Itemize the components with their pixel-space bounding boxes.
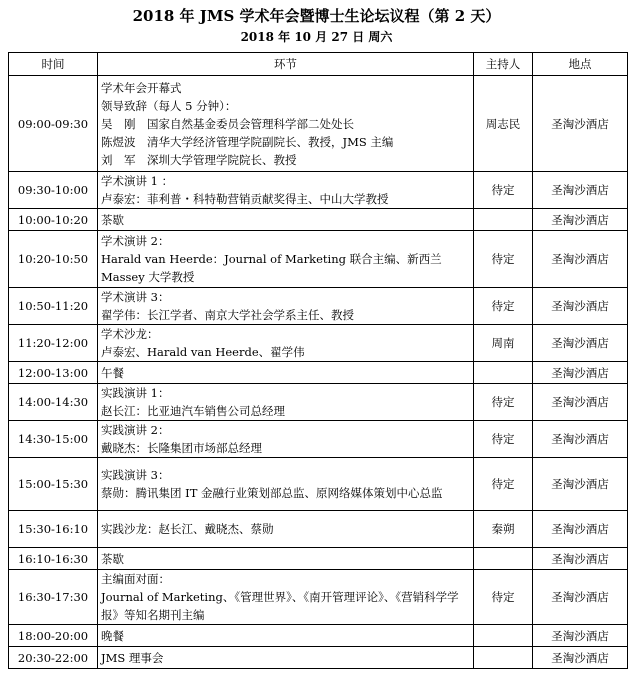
program-line: 卢泰宏：菲利普・科特勒营销贡献奖得主、中山大学教授 <box>101 192 389 206</box>
place-cell: 圣淘沙酒店 <box>533 647 628 669</box>
host-cell: 待定 <box>474 231 533 288</box>
table-header-row <box>9 53 628 76</box>
program-cell <box>98 384 474 421</box>
program-line: 陈煜波 清华大学经济管理学院副院长、教授，JMS 主编 <box>101 134 394 149</box>
header-place: 地点 <box>533 53 628 76</box>
program-line: 赵长江：比亚迪汽车销售公司总经理 <box>101 404 285 418</box>
program-line: 学术沙龙： <box>101 327 159 341</box>
table-row <box>9 570 628 625</box>
place-cell: 圣淘沙酒店 <box>533 625 628 647</box>
time-cell: 18:00-20:00 <box>9 625 98 647</box>
program-cell <box>98 421 474 458</box>
time-cell: 15:00-15:30 <box>9 458 98 511</box>
program-line: 学术演讲 1 ： <box>101 174 174 188</box>
place-cell: 圣淘沙酒店 <box>533 231 628 288</box>
place-cell: 圣淘沙酒店 <box>533 458 628 511</box>
place-cell: 圣淘沙酒店 <box>533 288 628 325</box>
program-line: 刘 军 深圳大学管理学院院长、教授 <box>101 152 297 167</box>
table-row <box>9 209 628 231</box>
time-cell: 16:30-17:30 <box>9 570 98 625</box>
program-line: 茶歇 <box>101 212 124 227</box>
program-line: 晚餐 <box>101 628 124 643</box>
time-cell: 20:30-22:00 <box>9 647 98 669</box>
place-cell: 圣淘沙酒店 <box>533 421 628 458</box>
time-cell: 11:20-12:00 <box>9 325 98 362</box>
place-cell: 圣淘沙酒店 <box>533 76 628 172</box>
program-cell <box>98 325 474 362</box>
host-cell: 待定 <box>474 384 533 421</box>
program-cell <box>98 511 474 548</box>
program-cell <box>98 458 474 511</box>
page-title: 2018 年 JMS 学术年会暨博士生论坛议程（第 2 天） <box>132 7 501 25</box>
place-cell: 圣淘沙酒店 <box>533 209 628 231</box>
program-line: 学术演讲 3： <box>101 290 170 304</box>
header-program: 环节 <box>98 53 474 76</box>
host-cell: 待定 <box>474 172 533 209</box>
host-cell: 待定 <box>474 421 533 458</box>
place-cell: 圣淘沙酒店 <box>533 384 628 421</box>
table-row <box>9 172 628 209</box>
table-row <box>9 548 628 570</box>
table-row <box>9 76 628 172</box>
table-row <box>9 511 628 548</box>
time-cell: 10:20-10:50 <box>9 231 98 288</box>
time-cell: 16:10-16:30 <box>9 548 98 570</box>
program-line: 吴 刚 国家自然基金委员会管理科学部二处处长 <box>101 116 354 131</box>
time-cell: 14:30-15:00 <box>9 421 98 458</box>
time-cell: 15:30-16:10 <box>9 511 98 548</box>
program-line: 学术年会开幕式 <box>101 80 182 95</box>
place-cell: 圣淘沙酒店 <box>533 548 628 570</box>
header-host: 主持人 <box>474 53 533 76</box>
time-cell: 10:50-11:20 <box>9 288 98 325</box>
program-line: 领导致辞（每人 5 分钟）： <box>101 98 237 113</box>
time-cell: 12:00-13:00 <box>9 362 98 384</box>
program-cell <box>98 625 474 647</box>
place-cell: 圣淘沙酒店 <box>533 362 628 384</box>
program-line: 蔡勋：腾讯集团 IT 金融行业策划部总监、原网络媒体策划中心总监 <box>101 486 443 500</box>
place-cell: 圣淘沙酒店 <box>533 325 628 362</box>
table-row <box>9 384 628 421</box>
table-row <box>9 325 628 362</box>
program-cell <box>98 172 474 209</box>
host-cell: 周志民 <box>474 76 533 172</box>
program-cell <box>98 362 474 384</box>
program-line: Harald van Heerde：Journal of Marketing 联合主编、新西兰 Massey 大学教授 <box>101 252 442 284</box>
host-cell <box>474 625 533 647</box>
host-cell: 待定 <box>474 570 533 625</box>
time-cell: 09:30-10:00 <box>9 172 98 209</box>
host-cell: 待定 <box>474 458 533 511</box>
place-cell: 圣淘沙酒店 <box>533 570 628 625</box>
host-cell <box>474 548 533 570</box>
time-cell: 14:00-14:30 <box>9 384 98 421</box>
program-line: 午餐 <box>101 365 124 380</box>
program-line: 实践演讲 2： <box>101 423 170 437</box>
host-cell <box>474 362 533 384</box>
program-cell <box>98 548 474 570</box>
table-row <box>9 647 628 669</box>
host-cell <box>474 209 533 231</box>
place-cell: 圣淘沙酒店 <box>533 511 628 548</box>
program-cell <box>98 647 474 669</box>
program-line: Journal of Marketing、《管理世界》、《南开管理评论》、《营销科学学报》等知名期刊主编 <box>101 590 459 622</box>
host-cell: 待定 <box>474 288 533 325</box>
host-cell <box>474 647 533 669</box>
page-subtitle: 2018 年 10 月 27 日 周六 <box>240 30 393 44</box>
program-line: 主编面对面： <box>101 572 170 586</box>
header-time: 时间 <box>9 53 98 76</box>
agenda-body <box>9 76 628 669</box>
program-line: 实践演讲 3： <box>101 468 170 482</box>
program-line: JMS 理事会 <box>101 650 164 665</box>
program-line: 翟学伟：长江学者、南京大学社会学系主任、教授 <box>101 308 354 322</box>
program-line: 茶歇 <box>101 551 124 566</box>
host-cell: 秦朔 <box>474 511 533 548</box>
table-row <box>9 231 628 288</box>
table-row <box>9 288 628 325</box>
table-row <box>9 362 628 384</box>
program-cell <box>98 76 474 172</box>
time-cell: 09:00-09:30 <box>9 76 98 172</box>
table-row <box>9 625 628 647</box>
program-line: 学术演讲 2： <box>101 234 170 248</box>
program-line: 戴晓杰：长隆集团市场部总经理 <box>101 441 262 455</box>
host-cell: 周南 <box>474 325 533 362</box>
place-cell: 圣淘沙酒店 <box>533 172 628 209</box>
program-cell <box>98 288 474 325</box>
program-line: 实践沙龙：赵长江、戴晓杰、蔡勋 <box>101 522 274 536</box>
program-line: 卢泰宏、Harald van Heerde、翟学伟 <box>101 345 305 359</box>
program-cell <box>98 570 474 625</box>
agenda-table <box>8 52 628 669</box>
program-cell <box>98 231 474 288</box>
table-row <box>9 458 628 511</box>
table-row <box>9 421 628 458</box>
time-cell: 10:00-10:20 <box>9 209 98 231</box>
program-cell <box>98 209 474 231</box>
program-line: 实践演讲 1： <box>101 386 170 400</box>
